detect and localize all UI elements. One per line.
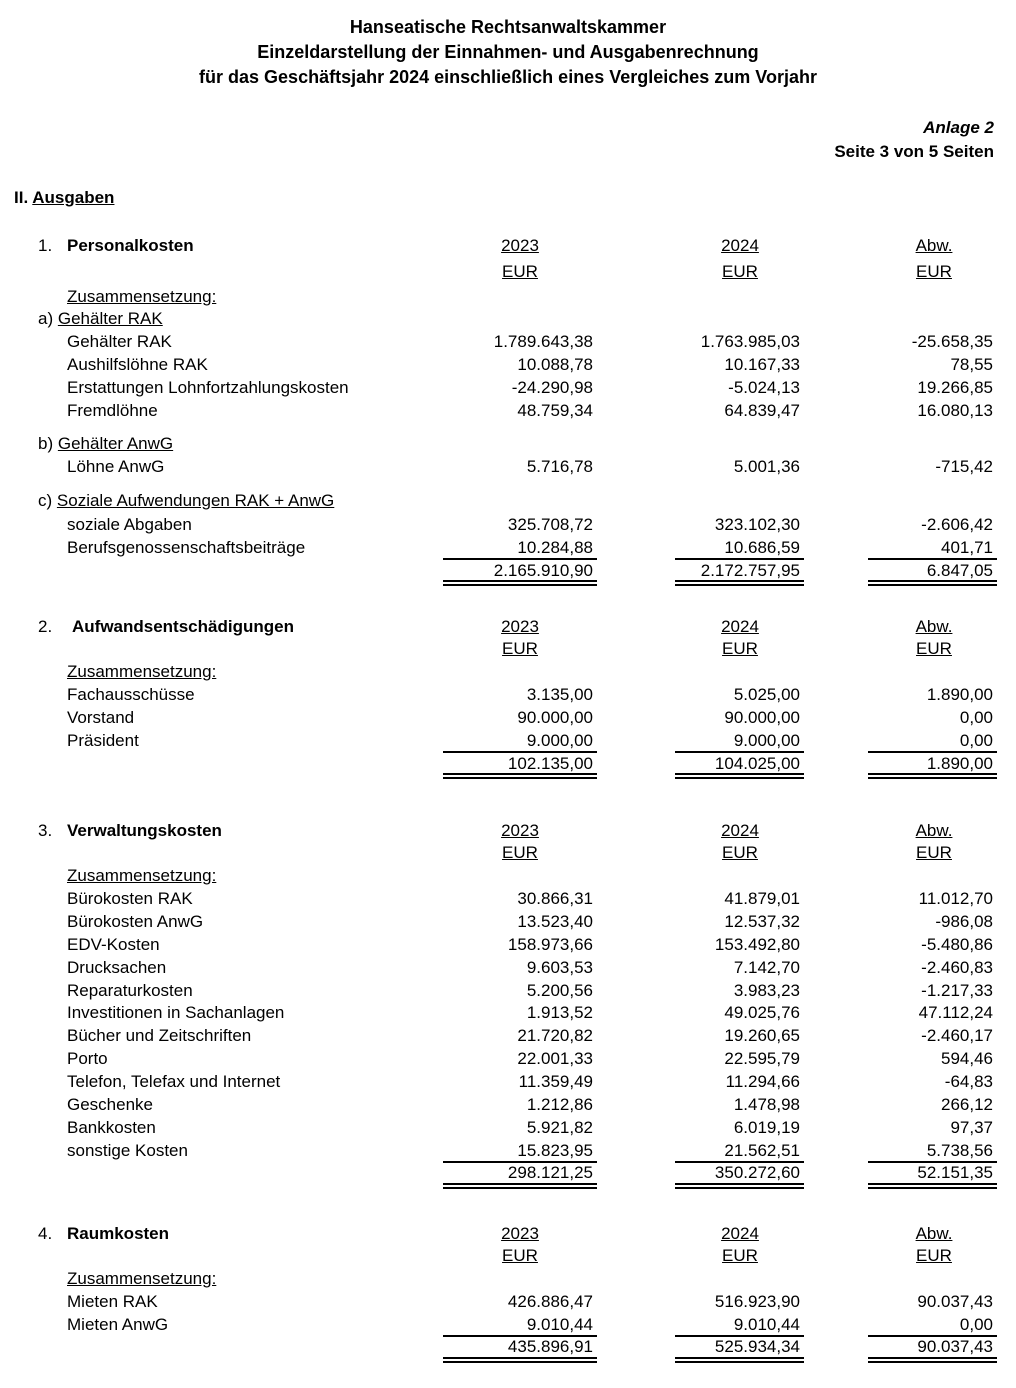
column-unit: EUR	[916, 843, 952, 862]
column-unit: EUR	[502, 639, 538, 658]
value-abw: -715,42	[935, 457, 993, 476]
row-label: Berufsgenossenschaftsbeiträge	[67, 538, 306, 557]
total-double-rule	[443, 580, 597, 586]
value-2023: 1.212,86	[526, 1095, 593, 1114]
group-title: Gehälter RAK	[57, 309, 163, 328]
value-2023: 21.720,82	[517, 1026, 593, 1045]
column-unit: EUR	[722, 843, 758, 862]
value-abw: 594,46	[941, 1049, 993, 1068]
group-label: b)	[38, 434, 54, 453]
value-abw: 5.738,56	[926, 1141, 993, 1160]
value-2023: 1.913,52	[526, 1003, 593, 1022]
column-header-abw: Abw.	[915, 821, 953, 840]
total-abw: 90.037,43	[917, 1337, 993, 1356]
value-2024: 323.102,30	[714, 515, 800, 534]
section-title: Aufwandsentschädigungen	[72, 617, 294, 636]
row-label: Porto	[67, 1049, 108, 1068]
total-abw: 52.151,35	[917, 1163, 993, 1182]
total-2023: 435.896,91	[507, 1337, 593, 1356]
value-2023: 13.523,40	[517, 912, 593, 931]
value-2024: 12.537,32	[724, 912, 800, 931]
column-unit: EUR	[916, 639, 952, 658]
subtotal-rule	[443, 558, 597, 560]
column-unit: EUR	[916, 262, 952, 281]
value-2023: -24.290,98	[511, 378, 593, 397]
value-2024: 153.492,80	[714, 935, 800, 954]
group-label: c)	[38, 491, 53, 510]
value-2024: 19.260,65	[724, 1026, 800, 1045]
subtotal-rule	[443, 751, 597, 753]
total-2024: 104.025,00	[714, 754, 800, 773]
row-label: Bürokosten AnwG	[67, 912, 204, 931]
subtotal-rule	[675, 751, 804, 753]
section-number: 3.	[38, 821, 53, 840]
document-period: für das Geschäftsjahr 2024 einschließlich eines Vergleiches zum Vorjahr	[199, 67, 817, 87]
row-label: Mieten AnwG	[67, 1315, 169, 1334]
group-title: Gehälter AnwG	[57, 434, 174, 453]
total-double-rule	[675, 580, 804, 586]
row-label: Aushilfslöhne RAK	[67, 355, 208, 374]
row-label: Reparaturkosten	[67, 981, 193, 1000]
column-unit: EUR	[502, 1246, 538, 1265]
row-label: Fachausschüsse	[67, 685, 195, 704]
value-2023: 48.759,34	[517, 401, 593, 420]
column-header-2024: 2024	[721, 236, 759, 255]
row-label: Vorstand	[67, 708, 135, 727]
row-label: Löhne AnwG	[67, 457, 165, 476]
total-2023: 102.135,00	[507, 754, 593, 773]
value-2023: 22.001,33	[517, 1049, 593, 1068]
total-double-rule	[868, 1183, 997, 1189]
value-2024: 21.562,51	[724, 1141, 800, 1160]
value-2023: 90.000,00	[517, 708, 593, 727]
value-2024: 1.478,98	[733, 1095, 800, 1114]
value-abw: 0,00	[959, 708, 993, 727]
value-abw: -2.460,83	[921, 958, 993, 977]
value-abw: 266,12	[941, 1095, 993, 1114]
value-abw: -2.460,17	[921, 1026, 993, 1045]
row-label: Bürokosten RAK	[67, 889, 193, 908]
section-number: 1.	[38, 236, 53, 255]
zusammensetzung-label: Zusammensetzung:	[67, 1269, 217, 1288]
row-label: Drucksachen	[67, 958, 167, 977]
value-2023: 5.921,82	[526, 1118, 593, 1137]
column-header-2023: 2023	[501, 821, 539, 840]
value-2024: 1.763.985,03	[700, 332, 800, 351]
value-abw: 0,00	[959, 1315, 993, 1334]
document-title: Hanseatische Rechtsanwaltskammer	[349, 17, 667, 37]
value-2023: 9.603,53	[526, 958, 593, 977]
row-label: Bücher und Zeitschriften	[67, 1026, 252, 1045]
total-abw: 1.890,00	[926, 754, 993, 773]
row-label: sonstige Kosten	[67, 1141, 188, 1160]
value-2023: 3.135,00	[526, 685, 593, 704]
value-abw: -5.480,86	[921, 935, 993, 954]
document-subtitle: Einzeldarstellung der Einnahmen- und Ausgabenrechnung	[257, 42, 759, 62]
section-title: Personalkosten	[67, 236, 194, 255]
row-label: Telefon, Telefax und Internet	[67, 1072, 281, 1091]
row-label: Präsident	[67, 731, 139, 750]
value-2024: 5.025,00	[733, 685, 800, 704]
value-2023: 10.088,78	[517, 355, 593, 374]
row-label: Investitionen in Sachanlagen	[67, 1003, 285, 1022]
total-2024: 525.934,34	[714, 1337, 800, 1356]
value-2023: 11.359,49	[518, 1072, 593, 1091]
total-double-rule	[675, 1183, 804, 1189]
value-2024: 5.001,36	[733, 457, 800, 476]
value-2024: -5.024,13	[728, 378, 800, 397]
total-double-rule	[443, 1183, 597, 1189]
row-label: EDV-Kosten	[67, 935, 160, 954]
column-unit: EUR	[722, 1246, 758, 1265]
page-indicator: Seite 3 von 5 Seiten	[834, 142, 994, 161]
value-2023: 9.000,00	[526, 731, 593, 750]
column-header-2024: 2024	[721, 617, 759, 636]
value-2024: 9.010,44	[733, 1315, 800, 1334]
main-section-title: Ausgaben	[32, 188, 115, 207]
value-abw: 47.112,24	[918, 1003, 993, 1022]
column-header-2023: 2023	[501, 1224, 539, 1243]
value-2024: 7.142,70	[733, 958, 800, 977]
column-unit: EUR	[916, 1246, 952, 1265]
column-header-abw: Abw.	[915, 236, 953, 255]
total-abw: 6.847,05	[926, 561, 993, 580]
row-label: Gehälter RAK	[67, 332, 172, 351]
column-header-2024: 2024	[721, 821, 759, 840]
row-label: Mieten RAK	[67, 1292, 158, 1311]
zusammensetzung-label: Zusammensetzung:	[67, 287, 217, 306]
value-2023: 158.973,66	[507, 935, 593, 954]
row-label: Erstattungen Lohnfortzahlungskosten	[67, 378, 349, 397]
column-header-abw: Abw.	[915, 1224, 953, 1243]
value-2023: 30.866,31	[517, 889, 593, 908]
value-2024: 516.923,90	[714, 1292, 800, 1311]
section-title: Verwaltungskosten	[67, 821, 222, 840]
value-abw: 0,00	[959, 731, 993, 750]
value-2023: 10.284,88	[517, 538, 593, 557]
value-2024: 11.294,66	[725, 1072, 800, 1091]
value-2024: 3.983,23	[733, 981, 800, 1000]
total-double-rule	[443, 1357, 597, 1363]
column-unit: EUR	[502, 262, 538, 281]
value-2024: 90.000,00	[724, 708, 800, 727]
column-header-2023: 2023	[501, 236, 539, 255]
value-abw: -2.606,42	[921, 515, 993, 534]
total-2024: 350.272,60	[714, 1163, 800, 1182]
total-double-rule	[868, 773, 997, 779]
row-label: Geschenke	[67, 1095, 153, 1114]
section-number: 2.	[38, 617, 53, 636]
section-number: 4.	[38, 1224, 53, 1243]
value-2024: 9.000,00	[733, 731, 800, 750]
subtotal-rule	[868, 558, 997, 560]
value-2023: 9.010,44	[526, 1315, 593, 1334]
section-title: Raumkosten	[67, 1224, 170, 1243]
column-header-abw: Abw.	[915, 617, 953, 636]
total-double-rule	[675, 1357, 804, 1363]
group-label: a)	[38, 309, 54, 328]
value-abw: 401,71	[941, 538, 993, 557]
value-abw: 16.080,13	[917, 401, 993, 420]
column-unit: EUR	[722, 262, 758, 281]
value-abw: 19.266,85	[917, 378, 993, 397]
value-2024: 10.686,59	[724, 538, 800, 557]
value-2024: 22.595,79	[724, 1049, 800, 1068]
value-abw: -64,83	[944, 1072, 993, 1091]
row-label: Bankkosten	[67, 1118, 156, 1137]
value-2024: 41.879,01	[724, 889, 800, 908]
zusammensetzung-label: Zusammensetzung:	[67, 662, 217, 681]
value-abw: -1.217,33	[921, 981, 993, 1000]
total-2023: 298.121,25	[507, 1163, 593, 1182]
total-double-rule	[443, 773, 597, 779]
group-heading	[38, 434, 173, 454]
main-section-prefix: II.	[14, 188, 29, 207]
value-2024: 6.019,19	[733, 1118, 800, 1137]
total-2024: 2.172.757,95	[700, 561, 800, 580]
value-abw: 97,37	[950, 1118, 993, 1137]
group-title: Soziale Aufwendungen RAK + AnwG	[56, 491, 335, 510]
column-header-2023: 2023	[501, 617, 539, 636]
group-heading	[38, 309, 163, 329]
main-section-heading	[14, 188, 114, 208]
total-2023: 2.165.910,90	[493, 561, 593, 580]
subtotal-rule	[675, 558, 804, 560]
value-2023: 5.716,78	[526, 457, 593, 476]
column-unit: EUR	[722, 639, 758, 658]
value-abw: 11.012,70	[918, 889, 993, 908]
value-abw: 1.890,00	[926, 685, 993, 704]
value-2024: 64.839,47	[724, 401, 800, 420]
row-label: soziale Abgaben	[67, 515, 192, 534]
zusammensetzung-label: Zusammensetzung:	[67, 866, 217, 885]
total-double-rule	[868, 580, 997, 586]
anlage-label: Anlage 2	[923, 118, 994, 137]
total-double-rule	[868, 1357, 997, 1363]
value-2024: 49.025,76	[724, 1003, 800, 1022]
value-abw: -986,08	[935, 912, 993, 931]
value-2024: 10.167,33	[724, 355, 800, 374]
column-unit: EUR	[502, 843, 538, 862]
subtotal-rule	[868, 751, 997, 753]
value-2023: 325.708,72	[507, 515, 593, 534]
row-label: Fremdlöhne	[67, 401, 158, 420]
value-2023: 1.789.643,38	[493, 332, 593, 351]
value-abw: -25.658,35	[911, 332, 993, 351]
value-2023: 5.200,56	[526, 981, 593, 1000]
value-2023: 426.886,47	[507, 1292, 593, 1311]
total-double-rule	[675, 773, 804, 779]
value-2023: 15.823,95	[517, 1141, 593, 1160]
value-abw: 78,55	[950, 355, 993, 374]
group-heading	[38, 491, 334, 511]
column-header-2024: 2024	[721, 1224, 759, 1243]
value-abw: 90.037,43	[917, 1292, 993, 1311]
